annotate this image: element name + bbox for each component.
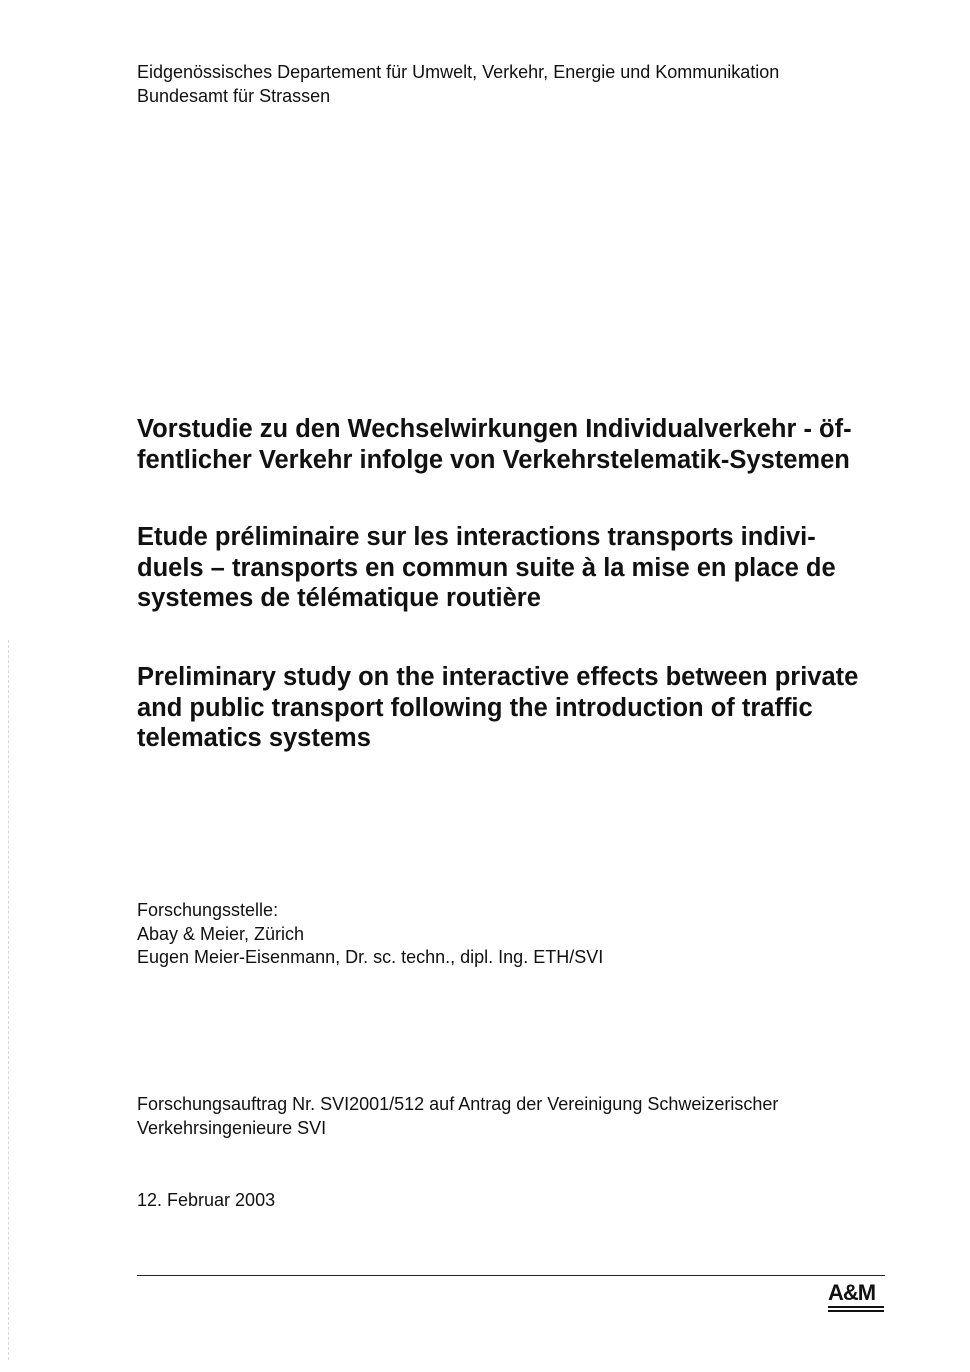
title-english-line-3: telematics systems [137,724,371,752]
scan-edge-marks [8,640,9,1360]
am-logo [828,1280,884,1316]
logo-underline-1 [828,1306,884,1308]
title-english-line-2: and public transport following the introduction of traffic [137,693,813,722]
title-german [137,414,897,475]
footer-divider [137,1275,885,1276]
am-logo-text: A&M [828,1280,876,1305]
research-mandate [137,1093,778,1140]
title-german-line-2: fentlicher Verkehr infolge von Verkehrstelematik-Systemen [137,445,850,474]
title-french-line-2: duels – transports en commun suite à la mise en place de [137,553,836,582]
title-german-line-1: Vorstudie zu den Wechselwirkungen Individualverkehr - öf- [137,415,852,443]
department-name: Eidgenössisches Departement für Umwelt, Verkehr, Energie und Kommunikation [137,62,780,82]
mandate-line-2: Verkehrsingenieure SVI [137,1117,327,1138]
title-english [137,662,897,754]
title-french [137,522,897,614]
title-french-line-3: systemes de télématique routière [137,584,541,612]
title-french-line-1: Etude préliminaire sur les interactions transports indivi- [137,523,816,551]
office-name: Bundesamt für Strassen [137,86,331,106]
publication-date: 12. Februar 2003 [137,1190,276,1210]
research-body [137,899,603,970]
research-author: Eugen Meier-Eisenmann, Dr. sc. techn., dipl. Ing. ETH/SVI [137,947,604,967]
title-english-line-1: Preliminary study on the interactive effects between private [137,663,859,691]
logo-underline-2 [828,1310,884,1312]
issuing-authority [137,60,779,108]
research-institution: Abay & Meier, Zürich [137,923,305,944]
research-label: Forschungsstelle: [137,900,279,920]
mandate-line-1: Forschungsauftrag Nr. SVI2001/512 auf Antrag der Vereinigung Schweizerischer [137,1094,779,1114]
